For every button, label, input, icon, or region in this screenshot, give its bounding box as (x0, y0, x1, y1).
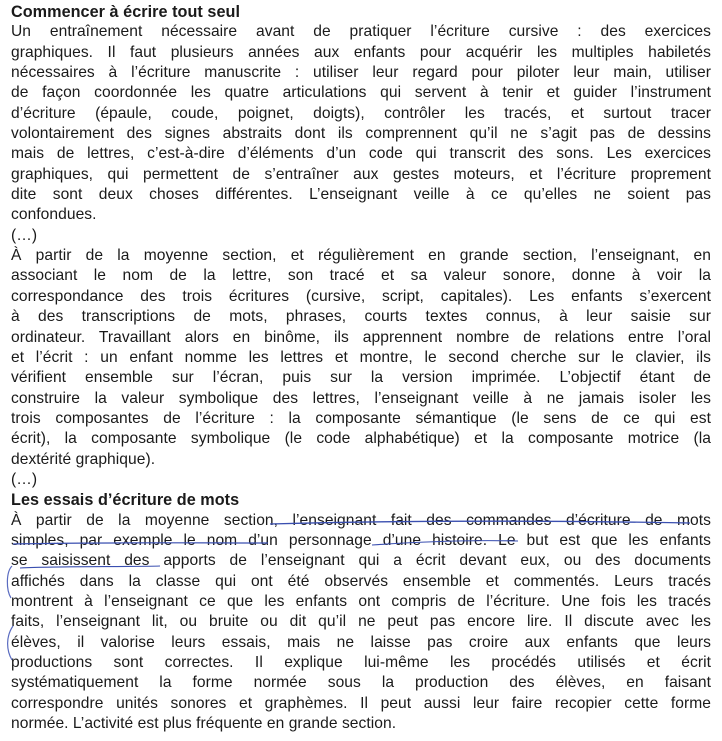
text-line: À partir de la moyenne section, et régulièrement en grande section, l’enseignant, en (11, 247, 711, 265)
document-page (11, 2, 711, 734)
text-line: construire la valeur symbolique des lettres, l’enseignant veille à ne jamais isoler les (11, 389, 711, 407)
underlined-text-line (11, 511, 711, 531)
text-line: élèves, il valorise leurs essais, mais ne laisse pas croire aux enfants que leurs (11, 633, 711, 651)
text-line: associant le nom de la lettre, son tracé et sa valeur sonore, donne à voir la (11, 267, 711, 285)
text-line: et l’écrit : un enfant nomme les lettres et montre, le second cherche sur le clavier, ils (11, 348, 711, 366)
text-line: correspondance des trois écritures (cursive, script, capitales). Les enfants s’exercent (11, 287, 711, 305)
text-line: affichés dans la classe qui ont été observés ensemble et commentés. Leurs tracés (11, 572, 711, 590)
text-line: dextérité graphique). (11, 450, 156, 468)
text-line: vérifient ensemble sur l’écran, puis sur la version imprimée. L’objectif étant de (11, 369, 711, 387)
ellipsis-marker: (…) (11, 470, 38, 488)
text-line: d’écriture (épaule, coude, poignet, doigts), contrôler les tracés, et surtout tracer (11, 104, 711, 122)
text-line: nécessaires à l’écriture manuscrite : utiliser leur regard pour piloter leur main, utiliser (11, 64, 711, 82)
text-line: productions sont correctes. Il explique lui-même les procédés utilisés et écrit (11, 654, 711, 671)
text-line: correspondre unités sonores et graphèmes. Il peut aussi leur faire recopier cette forme (11, 694, 711, 712)
text-line: montrent à l’enseignant ce que les enfants ont compris de l’écriture. Une fois les tracés (11, 592, 711, 610)
text-line: Un entraînement nécessaire avant de pratiquer l’écriture cursive : des exercices (11, 23, 711, 41)
text-line: faits, l’enseignant lit, ou bruite ou dit qu’il ne peut pas encore lire. Il discute avec les (11, 613, 711, 631)
text-line: mais de lettres, c’est-à-dire d’éléments d’un code qui transcrit des sons. Les exercices (11, 145, 711, 163)
text-line-content: À partir de la moyenne section, l’enseignant fait des commandes d’écriture de mots (11, 511, 711, 529)
text-line: à des transcriptions de mots, phrases, courts textes connus, à leur saisie sur (11, 308, 711, 326)
text-line: normée. L’activité est plus fréquente en grande section. (11, 715, 397, 733)
section-heading: Les essais d’écriture de mots (11, 491, 240, 510)
text-line: trois composantes de l’écriture : la composante sémantique (le sens de ce qui est (11, 409, 711, 427)
text-line: de façon coordonnée les quatre articulations qui servent à tenir et guider l’instrument (11, 84, 711, 102)
text-line: simples, par exemple le nom d’un personnage d’une histoire. Le but est que les enfants (11, 531, 711, 549)
section-heading: Commencer à écrire tout seul (11, 3, 241, 21)
text-line: écrit), la composante symbolique (le code alphabétique) et la composante motrice (la (11, 430, 711, 448)
text-line: volontairement des signes abstraits dont ils comprennent qu’il ne s’agit pas de dessins (11, 125, 711, 143)
text-line: graphiques, qui permettent de s’entraîner aux gestes moteurs, et l’écriture proprement (11, 165, 711, 183)
text-line: graphiques. Il faut plusieurs années aux enfants pour acquérir les multiples habiletés (11, 43, 711, 61)
text-line: systématiquement la forme normée sous la production des élèves, en faisant (11, 674, 711, 692)
text-line: confondues. (11, 206, 97, 224)
text-line: ordinateur. Travaillant alors en binôme, ils apprennent nombre de relations entre l’oral (11, 328, 711, 346)
text-line: se saisissent des apports de l’enseignant qui a écrit devant eux, ou des documents (11, 552, 711, 570)
ellipsis-marker: (…) (11, 226, 38, 244)
text-line: dite sont deux choses différentes. L’enseignant veille à ce qu’elles ne soient pas (11, 186, 711, 204)
